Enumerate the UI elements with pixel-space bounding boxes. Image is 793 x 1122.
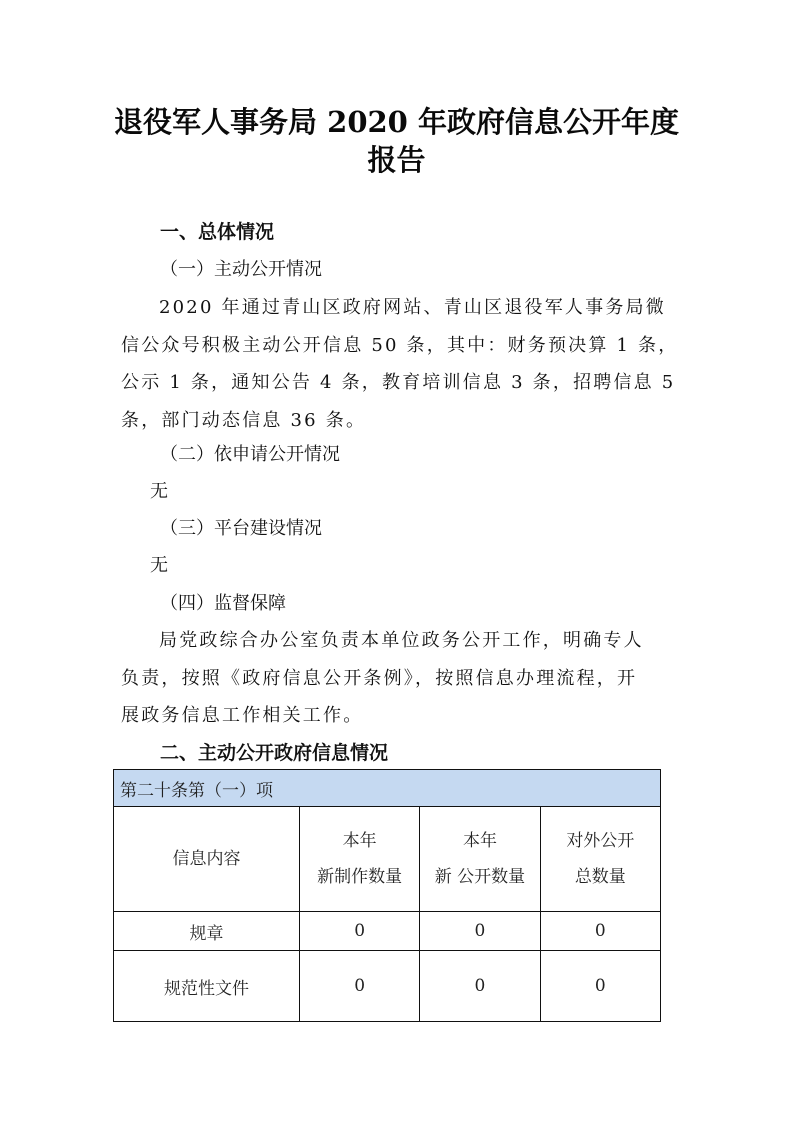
table-cell: 0 [540, 951, 660, 1022]
table-cell: 0 [299, 951, 419, 1022]
table-caption: 第二十条第（一）项 [114, 770, 661, 807]
report-title-line-2: 报告 [367, 143, 426, 177]
report-title-line-1: 退役军人事务局 2020 年政府信息公开年度 [114, 105, 679, 139]
table-cell: 0 [420, 912, 540, 951]
paragraph-line: 公示 1 条，通知公告 4 条，教育培训信息 3 条，招聘信息 5 [121, 372, 676, 393]
table-cell: 0 [299, 912, 419, 951]
subheading-proactive-disclosure: （一）主动公开情况 [160, 259, 322, 280]
table-header-row [114, 807, 661, 912]
platform-construction-body: 无 [150, 555, 168, 576]
section-heading-proactive-info: 二、主动公开政府信息情况 [160, 742, 389, 764]
request-disclosure-body: 无 [150, 481, 168, 502]
subheading-supervision: （四）监督保障 [160, 593, 286, 614]
paragraph-line: 展政务信息工作相关工作。 [121, 705, 364, 726]
paragraph-supervision [121, 622, 681, 735]
header-new-created: 本年 新制作数量 [299, 807, 419, 912]
table-cell: 规章 [114, 912, 300, 951]
table-row [114, 951, 661, 1022]
header-info-content: 信息内容 [114, 807, 300, 912]
header-new-published: 本年 新 公开数量 [420, 807, 540, 912]
paragraph-proactive-disclosure [121, 289, 681, 439]
subheading-request-disclosure: （二）依申请公开情况 [160, 444, 340, 465]
paragraph-line: 负责，按照《政府信息公开条例》，按照信息办理流程，开 [121, 667, 638, 689]
paragraph-line: 2020 年通过青山区政府网站、青山区退役军人事务局微 [159, 297, 666, 318]
paragraph-line: 局党政综合办公室负责本单位政务公开工作，明确专人 [159, 630, 644, 651]
table-cell: 0 [420, 951, 540, 1022]
table-cell: 0 [540, 912, 660, 951]
table-caption-row [114, 770, 661, 807]
section-heading-overview: 一、总体情况 [160, 221, 275, 243]
paragraph-line: 信公众号积极主动公开信息 50 条，其中：财务预决算 1 条， [121, 334, 679, 356]
table-row [114, 912, 661, 951]
paragraph-line: 条，部门动态信息 36 条。 [121, 409, 367, 431]
subheading-platform-construction: （三）平台建设情况 [160, 518, 322, 539]
table-cell: 规范性文件 [114, 951, 300, 1022]
header-total-published: 对外公开 总数量 [540, 807, 660, 912]
disclosure-table [113, 769, 661, 1022]
